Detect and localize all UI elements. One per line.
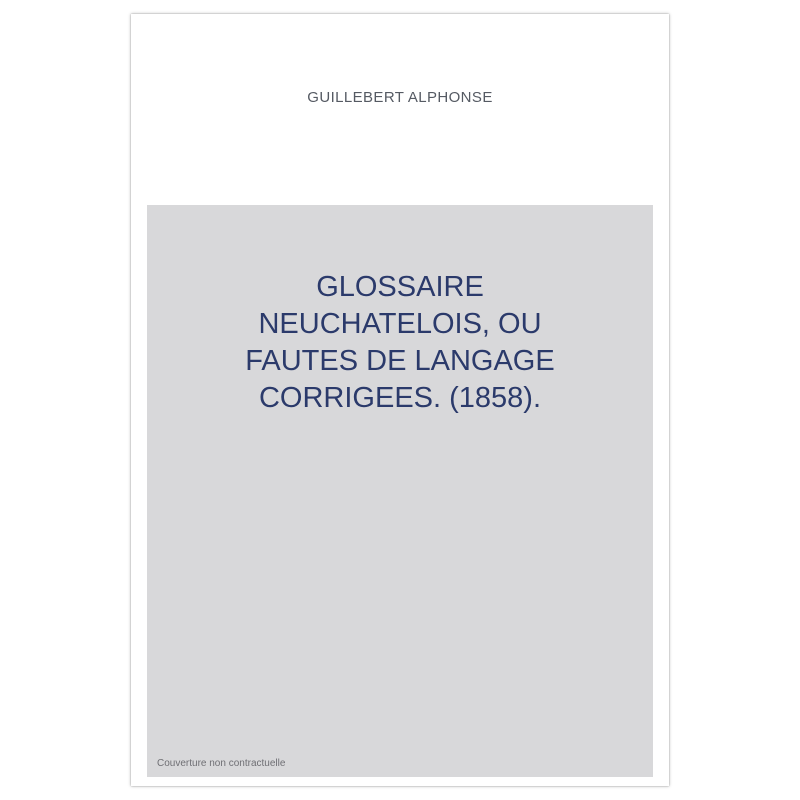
cover-panel — [147, 205, 653, 777]
book-title: GLOSSAIRE NEUCHATELOIS, OU FAUTES DE LANGAGE CORRIGEES. (1858). — [245, 271, 555, 414]
book-cover — [131, 14, 669, 786]
author-name: GUILLEBERT ALPHONSE — [307, 89, 493, 106]
cover-disclaimer: Couverture non contractuelle — [157, 758, 286, 769]
